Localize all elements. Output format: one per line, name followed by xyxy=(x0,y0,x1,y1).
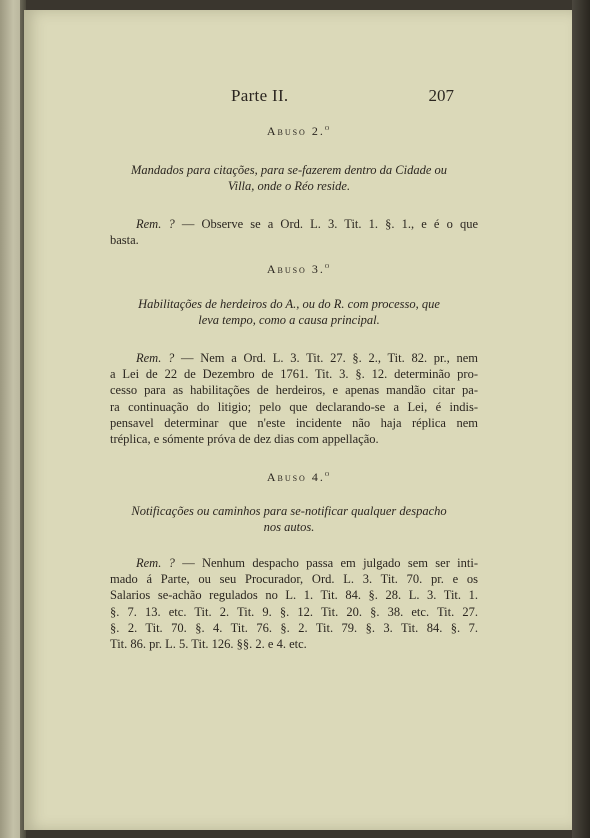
section-subtitle: Mandados para citações, para se-fazerem dentro da Cidade ou Villa, onde o Réo reside. xyxy=(130,163,448,193)
right-page-edge xyxy=(572,0,590,838)
body-line: pensavel determinar que n'este incidente não haja réplica nem xyxy=(110,415,478,430)
body-line: Salarios se-achão regulados no L. 1. Tit. 84. §. 28. L. 3. Tit. 1. xyxy=(110,588,478,603)
section-heading-abuso-4: Abuso 4.$^o$ xyxy=(266,469,330,484)
body-line: ra continuação do litigio; pelo que declarando-se a Lei, é indis- xyxy=(110,399,478,414)
section-subtitle: Notificações ou caminhos para se-notificar qualquer despacho nos autos. xyxy=(131,504,447,534)
body-line: mado á Parte, ou seu Procurador, Ord. L. 3. Tit. 70. pr. e os xyxy=(110,572,478,587)
body-line: tréplica, e sómente próva de dez dias com appellação. xyxy=(110,432,379,447)
part-title: Parte II. xyxy=(231,86,289,105)
page-number: 207 xyxy=(428,86,454,105)
body-line: Rem. ? — Nem a Ord. L. 3. Tit. 27. §. 2., Tit. 82. pr., nem xyxy=(136,351,478,365)
section-heading-abuso-2: Abuso 2.$^o$ xyxy=(266,123,330,138)
body-line: cesso para as habilitações de herdeiros, e apenas mandão citar pa- xyxy=(110,383,478,398)
body-line: a Lei de 22 de Dezembro de 1761. Tit. 3. §. 12. determinão pro- xyxy=(110,367,478,382)
body-line: §. 2. Tit. 70. §. 4. Tit. 76. §. 2. Tit. 79. §. 3. Tit. 84. §. 7. xyxy=(110,620,478,635)
section-body xyxy=(110,350,478,447)
body-line: basta. xyxy=(110,233,139,248)
page-header xyxy=(24,86,572,106)
book-page xyxy=(24,10,572,830)
body-line: Tit. 86. pr. L. 5. Tit. 126. §§. 2. e 4. etc. xyxy=(110,637,307,652)
section-heading-abuso-3: Abuso 3.$^o$ xyxy=(266,261,330,276)
body-line: Rem. ? — Nenhum despacho passa em julgado sem ser inti- xyxy=(136,556,478,570)
body-line: §. 7. 13. etc. Tit. 2. Tit. 9. §. 12. Tit. 20. §. 38. etc. Tit. 27. xyxy=(110,604,478,619)
section-subtitle: Habilitações de herdeiros do A., ou do R. com processo, que leva tempo, como a causa principal. xyxy=(138,297,440,327)
left-page-edge xyxy=(0,0,22,838)
body-line: Rem. ? — Observe se a Ord. L. 3. Tit. 1. §. 1., e é o que xyxy=(136,217,479,231)
section-body xyxy=(110,216,478,248)
section-body xyxy=(110,555,478,652)
